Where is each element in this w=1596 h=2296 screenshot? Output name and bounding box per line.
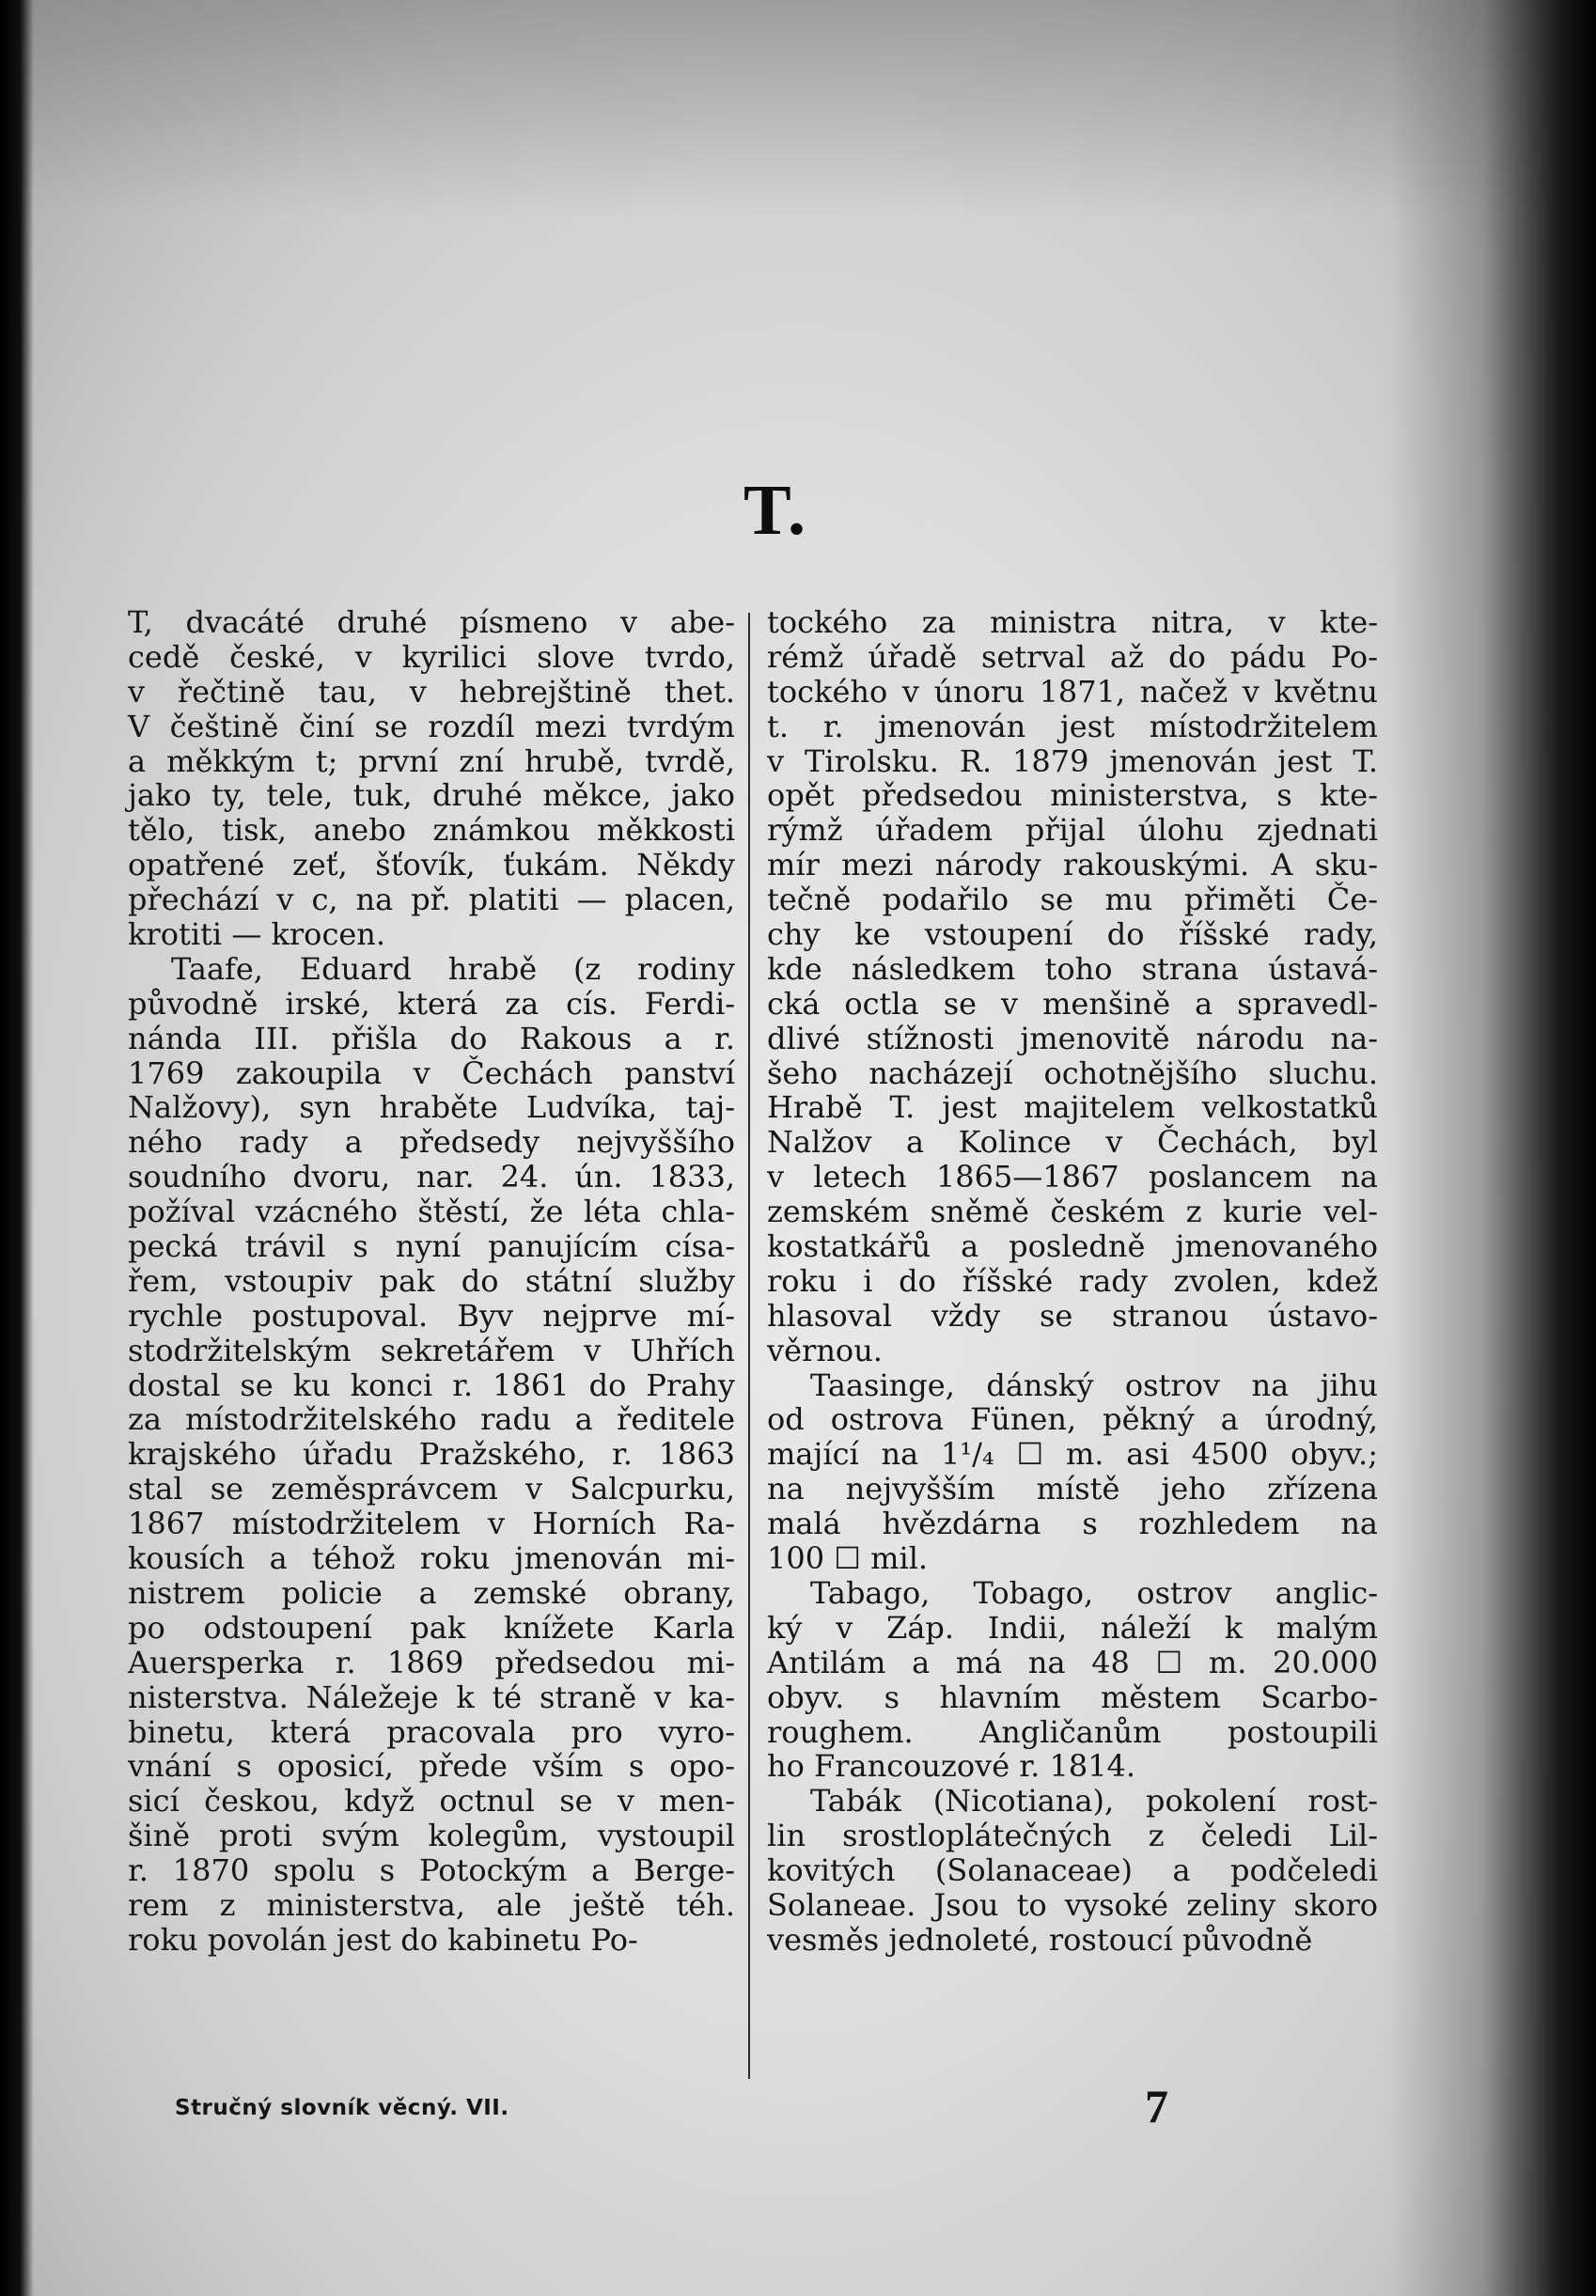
text-line: přechází v c, na př. platiti — placen, [128,882,735,918]
text-line: mír mezi národy rakouskými. A sku- [767,847,1378,883]
text-line: ného rady a předsedy nejvyššího [128,1124,735,1161]
text-line: původně irské, která za cís. Ferdi- [128,985,735,1022]
page-number: 7 [1145,2080,1168,2132]
text-line: dostal se ku konci r. 1861 do Prahy [128,1367,735,1403]
text-line: v Tirolsku. R. 1879 jmenován jest T. [767,742,1378,779]
text-line: krajského úřadu Pražského, r. 1863 [128,1436,735,1473]
section-heading: T. [743,471,808,550]
text-line: jako ty, tele, tuk, druhé měkce, jako [128,777,735,814]
text-line: T, dvacáté druhé písmeno v abe- [128,604,735,640]
left-column [128,605,735,1958]
text-line: hlasoval vždy se stranou ústavo- [767,1297,1378,1334]
text-line: šeho nacházejí ochotnějšího sluchu. [767,1054,1378,1091]
text-line: po odstoupení pak knížete Karla [128,1609,735,1646]
text-line: Nalžov a Kolince v Čechách, byl [767,1124,1378,1161]
text-line: Tabago, Tobago, ostrov anglic- [810,1574,1378,1611]
text-line: zemském sněmě českém z kurie vel- [767,1194,1378,1230]
text-line: roku povolán jest do kabinetu Po- [128,1921,638,1958]
text-line: a měkkým t; první zní hrubě, tvrdě, [128,742,735,779]
text-line: tělo, tisk, anebo známkou měkkosti [128,812,735,849]
text-line: Taasinge, dánský ostrov na jihu [810,1367,1378,1403]
text-line: 1867 místodržitelem v Horních Ra- [128,1506,735,1542]
text-line: tockého v únoru 1871, načež v květnu [767,673,1378,710]
text-line: rýmž úřadem přijal úlohu zjednati [767,812,1378,849]
text-line: tečně podařilo se mu přiměti Če- [767,882,1378,918]
text-line: Nalžovy), syn hraběte Ludvíka, taj- [128,1089,735,1126]
text-line: soudního dvoru, nar. 24. ún. 1833, [128,1159,735,1195]
text-line: ho Francouzové r. 1814. [767,1748,1136,1785]
text-line: kovitých (Solanaceae) a podčeledi [767,1852,1378,1889]
text-line: řem, vstoupiv pak do státní služby [128,1262,735,1299]
text-line: za místodržitelského radu a ředitele [128,1401,735,1438]
column-divider [748,613,750,2079]
page-shadow-top [0,0,1596,216]
text-line: malá hvězdárna s rozhledem na [767,1506,1378,1542]
text-line: rem z ministerstva, ale ještě téh. [128,1886,735,1923]
text-line: pecká trávil s nyní panujícím císa- [128,1228,735,1265]
text-line: mající na 1¹/₄ ☐ m. asi 4500 obyv.; [767,1436,1378,1473]
text-line: obyv. s hlavním městem Scarbo- [767,1679,1378,1715]
text-line: binetu, která pracovala pro vyro- [128,1713,735,1750]
text-line: dlivé stížnosti jmenovitě národu na- [767,1020,1378,1056]
text-line: krotiti — krocen. [128,916,386,953]
text-line: Auersperka r. 1869 předsedou mi- [128,1644,735,1680]
text-line: v letech 1865—1867 poslancem na [767,1159,1378,1195]
text-line: nisterstva. Náležeje k té straně v ka- [128,1679,735,1715]
text-line: od ostrova Fünen, pěkný a úrodný, [767,1401,1378,1438]
right-column [767,605,1378,1958]
text-line: stodržitelským sekretářem v Uhřích [128,1332,735,1368]
text-line: Solaneae. Jsou to vysoké zeliny skoro [767,1886,1378,1923]
text-line: lin srostloplátečných z čeledi Lil- [767,1818,1378,1854]
text-line: požíval vzácného štěstí, že léta chla- [128,1194,735,1230]
text-line: na nejvyšším místě jeho zřízena [767,1471,1378,1507]
text-line: Tabák (Nicotiana), pokolení rost- [810,1783,1378,1820]
text-line: šině proti svým kolegům, vystoupil [128,1818,735,1854]
text-line: rychle postupoval. Byv nejprve mí- [128,1297,735,1334]
text-line: 1769 zakoupila v Čechách panství [128,1054,735,1091]
page-shadow-left [0,0,34,2296]
text-line: tockého za ministra nitra, v kte- [767,604,1378,640]
text-line: stal se zeměsprávcem v Salcpurku, [128,1471,735,1507]
text-line: r. 1870 spolu s Potockým a Berge- [128,1852,735,1889]
page-shadow-right [1389,0,1596,2296]
text-line: rémž úřadě setrval až do pádu Po- [767,638,1378,675]
text-line: Hrabě T. jest majitelem velkostatků [767,1089,1378,1126]
text-line: kousích a téhož roku jmenován mi- [128,1540,735,1577]
text-line: sicí českou, když octnul se v men- [128,1783,735,1820]
text-line: vnání s oposicí, přede vším s opo- [128,1748,735,1785]
text-line: V češtině činí se rozdíl mezi tvrdým [128,708,735,744]
text-line: Taafe, Eduard hrabě (z rodiny [171,950,735,987]
text-line: cká octla se v menšině a spravedl- [767,985,1378,1022]
text-line: v řečtině tau, v hebrejštině thet. [128,673,735,710]
text-line: vesměs jednoleté, rostoucí původně [767,1921,1313,1958]
text-line: Antilám a má na 48 ☐ m. 20.000 [767,1644,1378,1680]
text-line: roku i do říšské rady zvolen, kdež [767,1262,1378,1299]
text-line: opatřené zeť, šťovík, ťukám. Někdy [128,847,735,883]
text-line: kde následkem toho strana ústavá- [767,950,1378,987]
text-line: nánda III. přišla do Rakous a r. [128,1020,735,1056]
text-line: 100 ☐ mil. [767,1540,929,1577]
text-line: opět předsedou ministerstva, s kte- [767,777,1378,814]
text-line: cedě české, v kyrilici slove tvrdo, [128,638,735,675]
text-line: chy ke vstoupení do říšské rady, [767,916,1378,953]
text-line: t. r. jmenován jest místodržitelem [767,708,1378,744]
text-line: roughem. Angličanům postoupili [767,1713,1378,1750]
text-line: ký v Záp. Indii, náleží k malým [767,1609,1378,1646]
text-line: kostatkářů a posledně jmenovaného [767,1228,1378,1265]
text-line: věrnou. [767,1332,883,1368]
signature-mark: Stručný slovník věcný. VII. [175,2096,509,2120]
text-line: nistrem policie a zemské obrany, [128,1574,735,1611]
